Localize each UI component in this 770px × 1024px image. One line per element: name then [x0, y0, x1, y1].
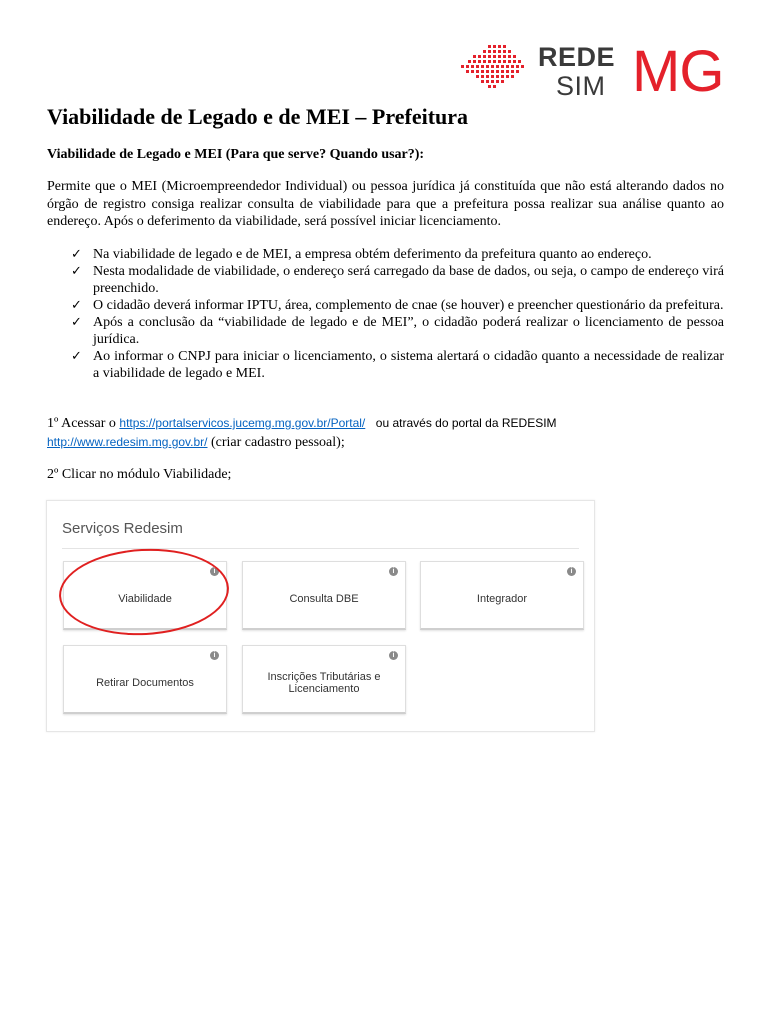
step-text: (criar cadastro pessoal); — [211, 435, 345, 450]
checkmark-icon: ✓ — [71, 264, 82, 279]
step-text: Acessar o — [61, 416, 116, 431]
info-icon: i — [210, 567, 219, 576]
redesim-mg-logo — [458, 39, 728, 105]
list-item: ✓ Após a conclusão da “viabilidade de legado e de MEI”, o cidadão poderá realizar o licenciamento de pessoa jurídica. — [71, 315, 724, 347]
info-icon: i — [389, 651, 398, 660]
checklist — [71, 246, 724, 382]
step-1 — [47, 414, 737, 452]
step-number: 2º — [47, 467, 59, 482]
info-icon: i — [210, 651, 219, 660]
list-item: ✓ O cidadão deverá informar IPTU, área, complemento de cnae (se houver) e preencher questionário da prefeitura. — [71, 298, 724, 313]
section-subtitle: Viabilidade de Legado e MEI (Para que serve? Quando usar?): — [47, 147, 425, 162]
logo-sim-text: SIM — [556, 71, 606, 101]
panel-title: Serviços Redesim — [62, 520, 183, 537]
tile-retirar-documentos[interactable] — [63, 645, 227, 714]
checkmark-icon: ✓ — [71, 298, 82, 313]
tile-label: Retirar Documentos — [96, 677, 194, 689]
tile-consulta-dbe[interactable] — [242, 561, 406, 630]
minas-gerais-map-icon — [458, 43, 538, 93]
step-text: Clicar no módulo Viabilidade; — [61, 467, 232, 482]
list-item: ✓ Na viabilidade de legado e de MEI, a empresa obtém deferimento da prefeitura quanto ao endereço. — [71, 247, 652, 262]
tile-label: Viabilidade — [118, 593, 172, 605]
step-text: ou através do portal da REDESIM — [375, 416, 557, 430]
tile-integrador[interactable] — [420, 561, 584, 630]
step-2 — [47, 466, 231, 484]
checkmark-icon: ✓ — [71, 247, 82, 262]
page-title: Viabilidade de Legado e de MEI – Prefeitura — [47, 104, 469, 129]
logo-rede-text: REDE — [538, 42, 616, 72]
portal-servicos-link[interactable]: https://portalservicos.jucemg.mg.gov.br/Portal/ — [119, 416, 366, 430]
checkmark-icon: ✓ — [71, 349, 82, 364]
step-number: 1º — [47, 416, 59, 431]
list-item: ✓ Nesta modalidade de viabilidade, o endereço será carregado da base de dados, ou seja, o campo de endereço virá preenchido. — [71, 264, 724, 296]
logo-mg-text: MG — [632, 39, 724, 104]
tile-label: Inscrições Tributárias e Licenciamento — [267, 671, 381, 695]
redesim-link[interactable]: http://www.redesim.mg.gov.br/ — [47, 435, 208, 449]
intro-paragraph: Permite que o MEI (Microempreendedor Individual) ou pessoa jurídica já constituída que não está alterando dados no órgão de registro consiga realizar consulta de viabilidade para que a prefeitura possa realizar sua análise quanto ao endereço. Após o deferimento da viabilidade, será possível iniciar licenciamento. — [47, 179, 724, 229]
list-item: ✓ Ao informar o CNPJ para iniciar o licenciamento, o sistema alertará o cidadão quanto a necessidade de realizar a viabilidade de legado e MEI. — [71, 349, 724, 381]
tile-label: Integrador — [476, 593, 528, 605]
tile-label: Consulta DBE — [289, 593, 359, 605]
tile-inscricoes-tributarias[interactable] — [242, 645, 406, 714]
info-icon: i — [567, 567, 576, 576]
info-icon: i — [389, 567, 398, 576]
checkmark-icon: ✓ — [71, 315, 82, 330]
